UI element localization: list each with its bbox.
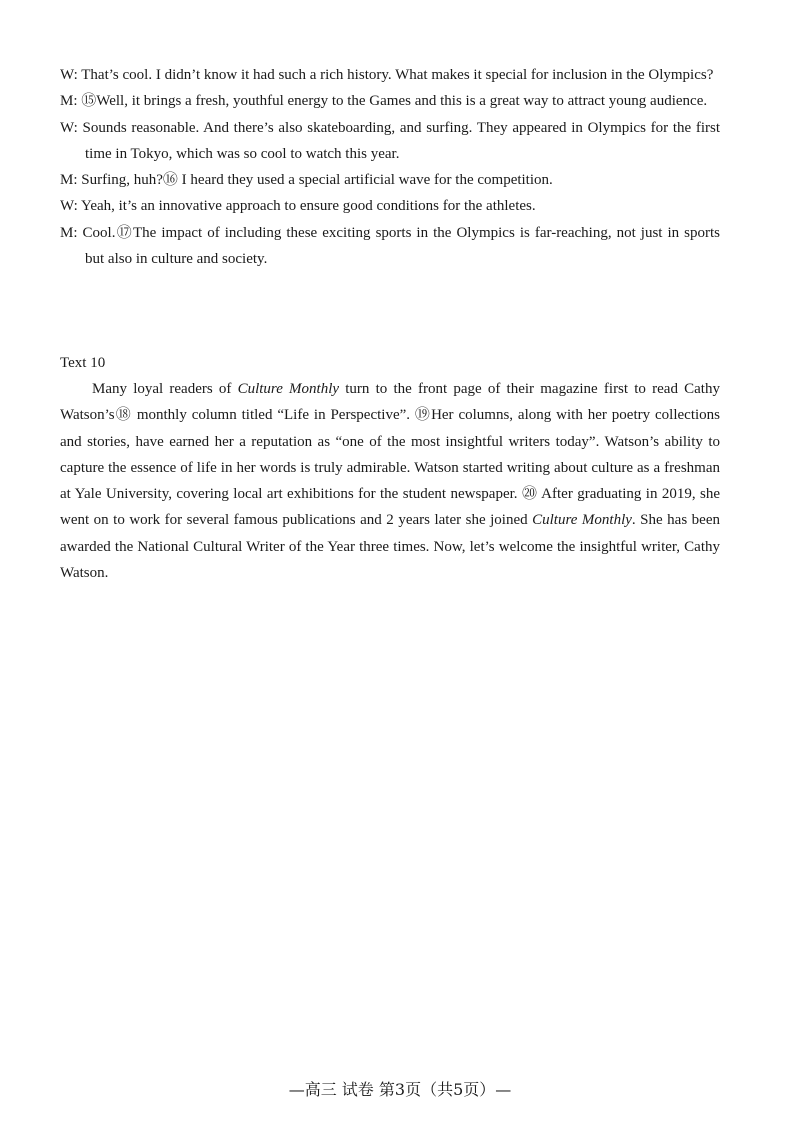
dialogue-line: Yeah, it’s an innovative approach to ensure good conditions for the athletes. xyxy=(80,198,536,215)
dialogue-turn xyxy=(60,88,720,114)
dialogue-turn xyxy=(60,193,720,219)
dialogue-turn xyxy=(60,167,720,193)
text10-heading: Text 10 xyxy=(60,355,106,371)
speaker-label: M: xyxy=(60,224,78,241)
dialogue-line: Sounds reasonable. And there’s also skateboarding, and surfing. They appeared in Olympics for the first time in Tokyo, which was so cool to watch this year. xyxy=(82,119,721,162)
speaker-label: M: xyxy=(60,93,78,110)
dialogue-turn xyxy=(60,62,720,88)
dialogue-turn xyxy=(60,220,720,273)
page-footer: —高三 试卷 第3页（共5页）— xyxy=(288,1080,512,1099)
dialogue-turn xyxy=(60,115,720,168)
magazine-title: Culture Monthly xyxy=(237,381,340,397)
dialogue-transcript xyxy=(60,62,720,272)
passage-text: turn to the front page of their magazine first to read Cathy Watson’s⑱ monthly column titled “Life in Perspective”. ⑲Her columns, along with her poetry collections and stories, have earned her a reputation as “one of the most insightful writers today”. Watson’s ability to capture the essence of life in her words is truly admirable. Watson started writing about culture as a freshman at Yale University, covering local art exhibitions for the student newspaper. ⑳ After graduating in 2019, she went on to work for several famous publications and 2 years later she joined xyxy=(60,381,720,529)
magazine-title: Culture Monthly xyxy=(532,512,632,529)
passage-text: Many loyal readers of xyxy=(92,381,238,397)
text10-passage xyxy=(60,376,720,586)
dialogue-line: ⑮Well, it brings a fresh, youthful energy to the Games and this is a great way to attract young audience. xyxy=(81,93,708,110)
speaker-label: W: xyxy=(60,67,78,83)
speaker-label: M: xyxy=(60,172,78,189)
dialogue-line: That’s cool. I didn’t know it had such a rich history. What makes it special for inclusion in the Olympics? xyxy=(81,67,714,83)
speaker-label: W: xyxy=(60,198,78,215)
dialogue-line: Cool.⑰The impact of including these exciting sports in the Olympics is far-reaching, not just in sports but also in culture and society. xyxy=(82,224,721,268)
speaker-label: W: xyxy=(60,119,78,136)
passage-text: . She has been awarded the National Cultural Writer of the Year three times. Now, let’s welcome the insightful writer, Cathy Watson. xyxy=(60,512,720,582)
dialogue-line: Surfing, huh?⑯ I heard they used a special artificial wave for the competition. xyxy=(81,172,553,189)
